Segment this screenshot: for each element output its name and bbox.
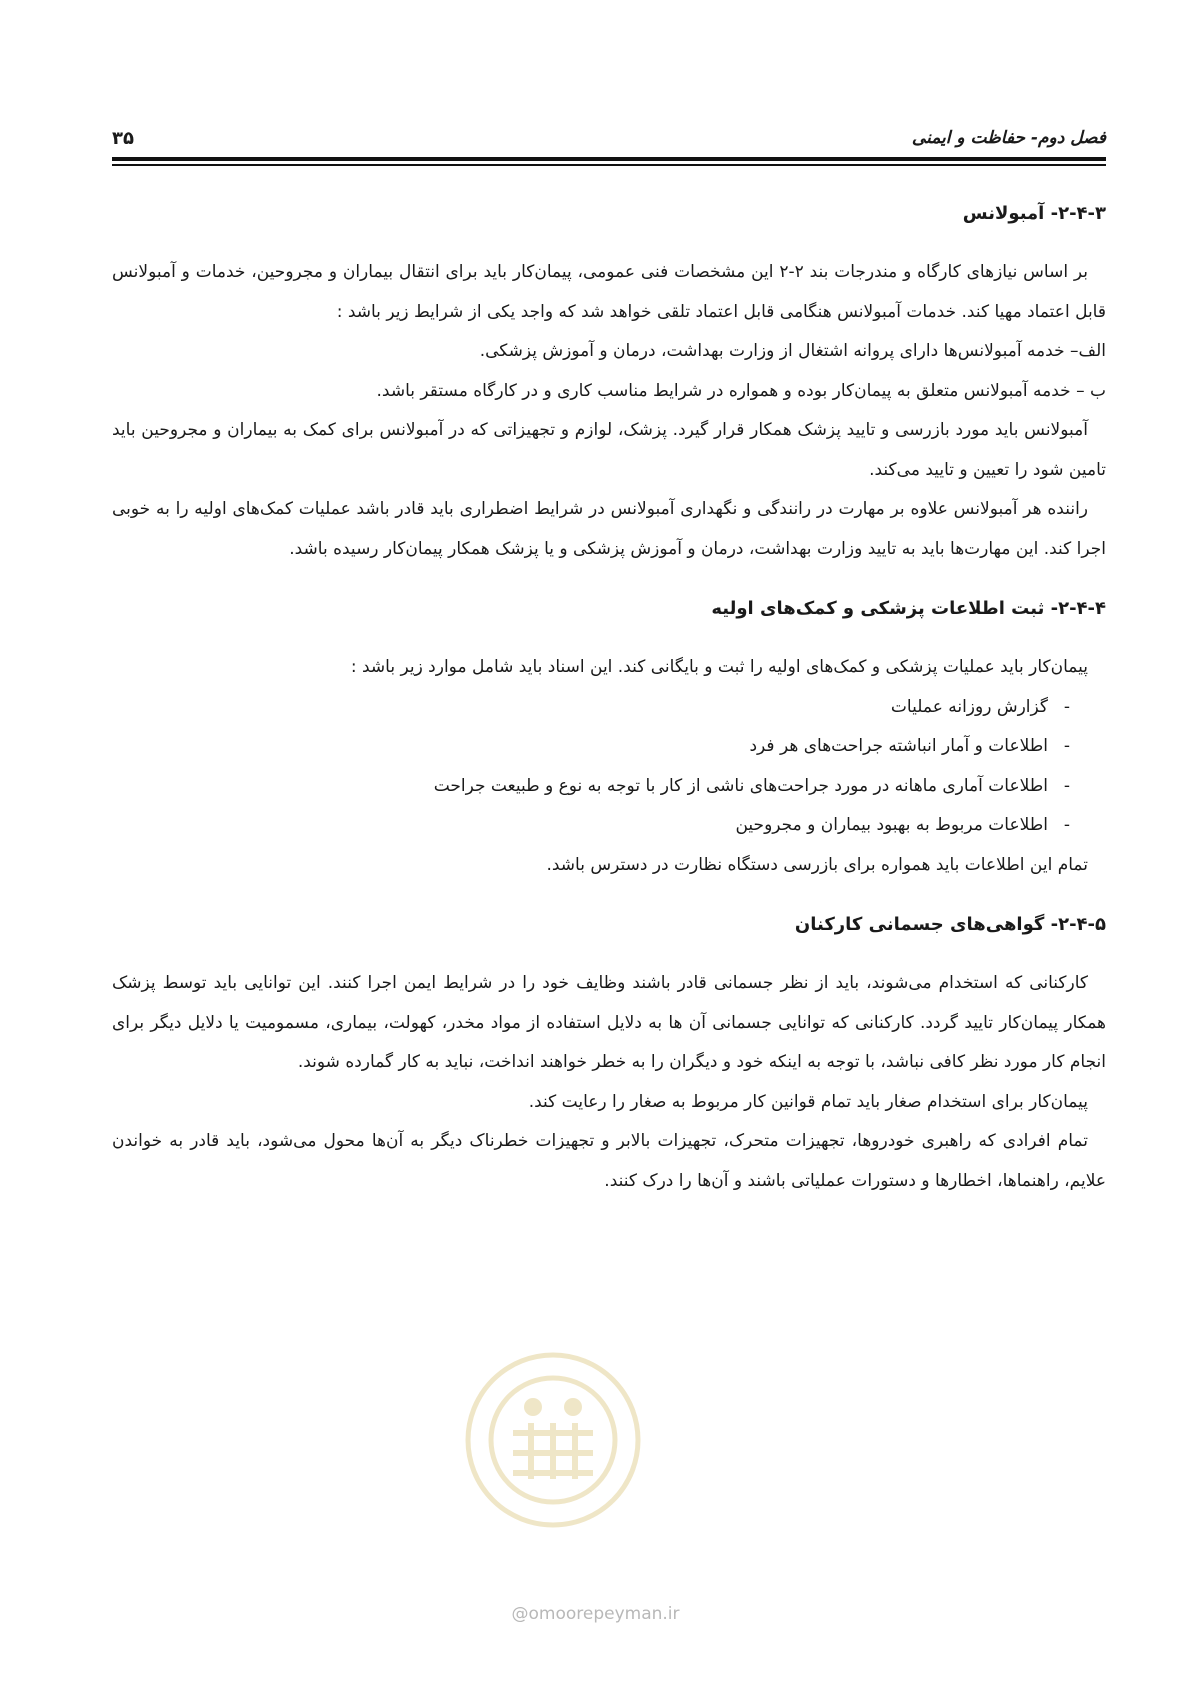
paragraph: پیمان‌کار برای استخدام صغار باید تمام قوانین کار مربوط به صغار را رعایت کند.: [528, 1091, 1088, 1112]
list-item: -اطلاعات مربوط به بهبود بیماران و مجروحین: [112, 806, 1070, 846]
watermark-site: @omoorepeyman.ir: [511, 1604, 680, 1624]
paragraph: بر اساس نیازهای کارگاه و مندرجات بند ۲-۲ این مشخصات فنی عمومی، پیمان‌کار باید برای انتقال بیماران و مجروحین، خدمات و آمبولانس قابل اعتماد مهیا کند. خدمات آمبولانس هنگامی قابل اعتماد تلقی خواهد شد که واجد یکی از شرایط زیر باشد :: [112, 262, 1106, 322]
paragraph: تمام این اطلاعات باید همواره برای بازرسی دستگاه نظارت در دسترس باشد.: [546, 854, 1088, 875]
list-dash: -: [1063, 775, 1070, 796]
document-body: [112, 196, 1106, 1201]
list-dash: -: [1063, 696, 1070, 717]
section-heading-medical-records: ۲-۴-۴- ثبت اطلاعات پزشکی و کمک‌های اولیه: [711, 598, 1106, 619]
list-item: -اطلاعات آماری ماهانه در مورد جراحت‌های ناشی از کار با توجه به نوع و طبیعت جراحت: [112, 767, 1070, 807]
list-item: -اطلاعات و آمار انباشته جراحت‌های هر فرد: [112, 727, 1070, 767]
section-heading-physical-certificates: ۲-۴-۵- گواهی‌های جسمانی کارکنان: [794, 914, 1106, 935]
paragraph: کارکنانی که استخدام می‌شوند، باید از نظر جسمانی قادر باشند وظایف خود را در شرایط ایمن اجرا کنند. این توانایی باید توسط پزشک همکار پیمان‌کار تایید گردد. کارکنانی که توانایی جسمانی آن ها به دلایل استفاده از مواد مخدر، کهولت، بیماری، مسمومیت یا دلایل دیگر برای انجام کار مورد نظر کافی نباشد، با توجه به اینکه خود و دیگران را به خطر خواهند انداخت، نباید به کار گمارده شوند.: [112, 973, 1106, 1072]
header-rule-thick: [112, 157, 1106, 161]
paragraph: پیمان‌کار باید عملیات پزشکی و کمک‌های اولیه را ثبت و بایگانی کند. این اسناد باید شامل موارد زیر باشد :: [350, 657, 1088, 677]
paragraph: راننده هر آمبولانس علاوه بر مهارت در رانندگی و نگهداری آمبولانس در شرایط اضطراری باید قادر باشد عملیات کمک‌های اولیه را به خوبی اجرا کند. این مهارت‌ها باید به تایید وزارت بهداشت، درمان و آموزش پزشکی و یا پزشک همکار پیمان‌کار رسیده باشد.: [112, 499, 1106, 559]
condition-be: ب – خدمه آمبولانس متعلق به پیمان‌کار بوده و همواره در شرایط مناسب کاری و در کارگاه مستقر باشد.: [376, 380, 1106, 401]
list-dash: -: [1063, 815, 1070, 835]
records-list: [112, 688, 1070, 846]
chapter-title: فصل دوم- حفاظت و ایمنی: [911, 128, 1106, 148]
condition-alef: الف– خدمه آمبولانس‌ها دارای پروانه اشتغال از وزارت بهداشت، درمان و آموزش پزشکی.: [479, 341, 1106, 361]
paragraph: آمبولانس باید مورد بازرسی و تایید پزشک همکار قرار گیرد. پزشک، لوازم و تجهیزاتی که در آمبولانس برای کمک به بیماران و مجروحین باید تامین شود را تعیین و تایید می‌کند.: [112, 420, 1106, 480]
page-number: ۳۵: [112, 128, 134, 149]
page-header: [112, 124, 1106, 164]
paragraph: تمام افرادی که راهبری خودروها، تجهیزات متحرک، تجهیزات بالابر و تجهیزات خطرناک دیگر به آن‌ها محول می‌شود، باید قادر به خواندن علایم، راهنماها، اخطارها و دستورات عملیاتی باشند و آن‌ها را درک کنند.: [112, 1131, 1106, 1191]
seal-logo-icon: [458, 1345, 648, 1535]
list-dash: -: [1063, 736, 1070, 756]
header-rule-thin: [112, 164, 1106, 166]
list-item: -گزارش روزانه عملیات: [112, 688, 1070, 728]
section-heading-ambulance: ۲-۴-۳- آمبولانس: [962, 203, 1106, 224]
